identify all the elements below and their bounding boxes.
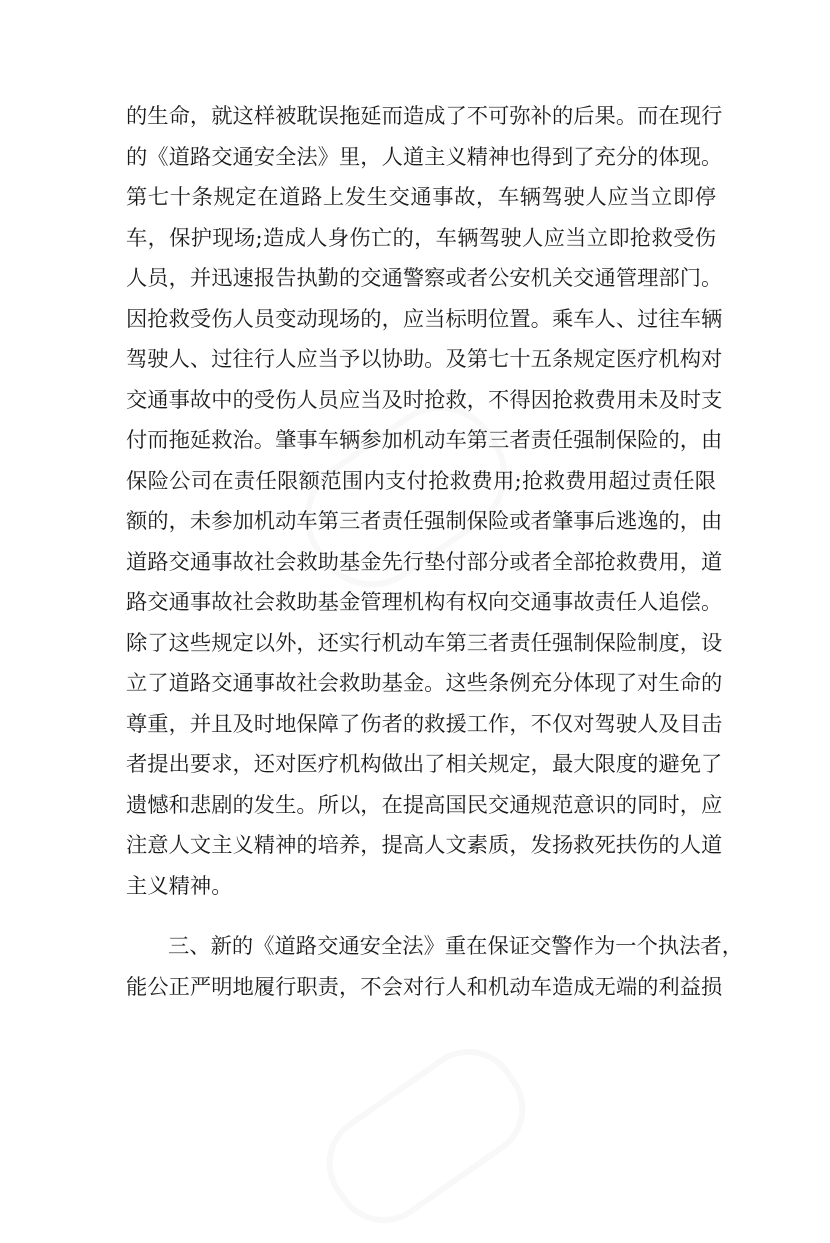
text-line: 主义精神。 [126,873,233,899]
text-line: 者提出要求，还对医疗机构做出了相关规定，最大限度的避免了 [126,752,723,777]
text-line: 除了这些规定以外，还实行机动车第三者责任强制保险制度，设 [126,630,723,656]
text-line: 路交通事故社会救助基金管理机构有权向交通事故责任人追偿。 [126,590,723,615]
paragraph-spacing [126,907,716,927]
text-line: 因抢救受伤人员变动现场的，应当标明位置。乘车人、过往车辆 [126,306,723,332]
paragraph-1 [126,97,723,907]
text-line: 的生命，就这样被耽误拖延而造成了不可弥补的后果。而在现行 [126,104,723,129]
text-line: 三、新的《道路交通安全法》重在保证交警作为一个执法者， [168,934,744,959]
text-line: 车，保护现场;造成人身伤亡的，车辆驾驶人应当立即抢救受伤 [126,225,716,251]
text-line: 人员，并迅速报告执勤的交通警察或者公安机关交通管理部门。 [126,266,723,291]
body-text [126,97,744,1008]
text-line: 立了道路交通事故社会救助基金。这些条例充分体现了对生命的 [126,671,723,696]
text-line: 付而拖延救治。肇事车辆参加机动车第三者责任强制保险的，由 [126,428,723,453]
text-line: 遗憾和悲剧的发生。所以，在提高国民交通规范意识的同时，应 [126,792,723,818]
text-line: 第七十条规定在道路上发生交通事故，车辆驾驶人应当立即停 [126,185,716,210]
text-line: 能公正严明地履行职责，不会对行人和机动车造成无端的利益损 [126,974,723,1000]
text-line: 的《道路交通安全法》里，人道主义精神也得到了充分的体现。 [126,144,723,170]
watermark-stamp-bottom [307,1029,545,1242]
text-line: 尊重，并且及时地保障了伤者的救援工作，不仅对驾驶人及目击 [126,711,723,737]
text-line: 道路交通事故社会救助基金先行垫付部分或者全部抢救费用，道 [126,549,723,575]
text-line: 驾驶人、过往行人应当予以协助。及第七十五条规定医疗机构对 [126,347,723,372]
text-line: 保险公司在责任限额范围内支付抢救费用;抢救费用超过责任限 [126,468,716,494]
text-line: 注意人文主义精神的培养，提高人文素质，发扬救死扶伤的人道 [126,833,723,858]
paragraph-2 [126,927,744,1008]
text-line: 交通事故中的受伤人员应当及时抢救，不得因抢救费用未及时支 [126,387,723,413]
text-line: 额的，未参加机动车第三者责任强制保险或者肇事后逃逸的，由 [126,509,723,534]
